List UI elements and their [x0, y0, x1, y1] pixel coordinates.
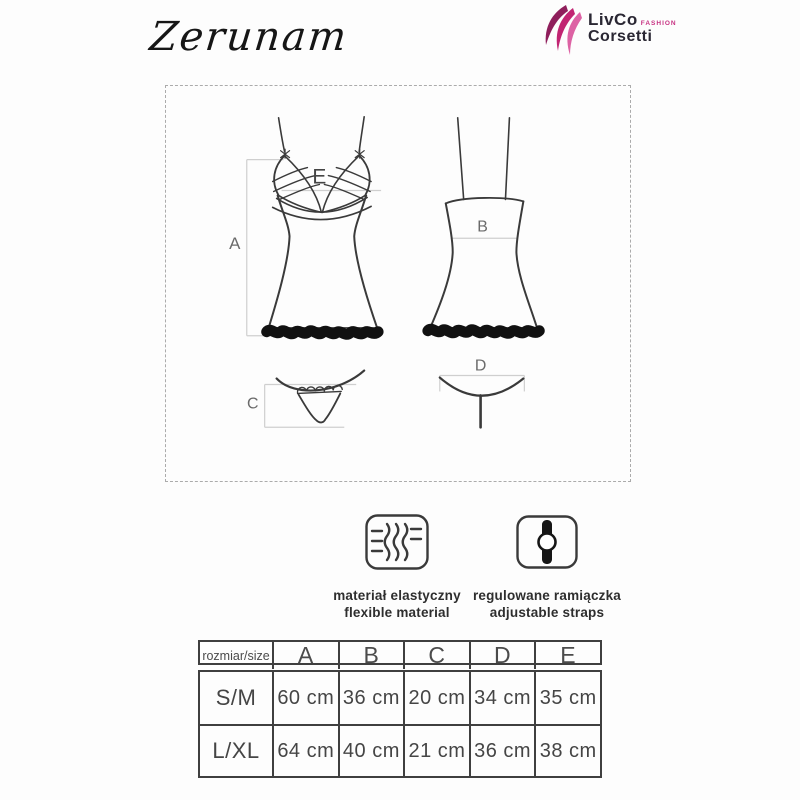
label-C: C [246, 395, 259, 413]
cell-lxl-a: 64 cm [272, 726, 338, 776]
label-B: B [477, 218, 488, 236]
cell-sm-e: 35 cm [534, 672, 600, 724]
size-table-header [198, 640, 602, 668]
cell-sm-c: 20 cm [403, 672, 469, 724]
row-label: S/M [215, 685, 257, 710]
size-table [198, 640, 602, 778]
size-table-body [198, 670, 602, 778]
cell-lxl-e: 38 cm [534, 726, 600, 776]
label-E: E [312, 165, 327, 189]
measurement-diagram-box [165, 85, 631, 482]
brand-name-fashion: FASHION [640, 20, 677, 27]
flexible-material-icon [364, 513, 430, 571]
feature-text-pl: materiał elastyczny [333, 588, 461, 603]
feature-caption [472, 587, 622, 621]
header-C: C [403, 642, 469, 669]
header-rozmiar-size: rozmiar/size [202, 648, 270, 663]
cell-lxl-d: 36 cm [469, 726, 535, 776]
header-B: B [338, 642, 404, 669]
cell-lxl-b: 40 cm [338, 726, 404, 776]
product-title: Zerunam [147, 14, 351, 60]
table-row-sm [200, 672, 600, 724]
brand-swoosh-icon [542, 5, 586, 57]
brand-name-livco: LivCo [588, 10, 638, 29]
measurement-labels [229, 218, 488, 412]
feature-caption [322, 587, 472, 621]
lace-hem-trim [267, 329, 540, 334]
cell-lxl-c: 21 cm [403, 726, 469, 776]
feature-text-en: flexible material [344, 605, 450, 620]
cell-sm-b: 36 cm [338, 672, 404, 724]
label-D: D [474, 357, 487, 375]
header-A: A [272, 642, 338, 669]
brand-name-corsetti: Corsetti [588, 28, 653, 45]
garment-outlines [269, 117, 538, 427]
table-row-lxl [200, 724, 600, 776]
feature-text-pl: regulowane ramiączka [472, 588, 622, 603]
header-E: E [534, 642, 600, 669]
label-A: A [229, 234, 241, 254]
garment-sketch [166, 86, 630, 481]
adjustable-straps-icon [515, 514, 579, 570]
feature-adjustable-straps [472, 513, 622, 621]
feature-flexible-material [322, 513, 472, 621]
header-D: D [469, 642, 535, 669]
row-label: L/XL [212, 738, 260, 763]
cell-sm-a: 60 cm [272, 672, 338, 724]
brand-logo [542, 5, 677, 57]
feature-text-en: adjustable straps [489, 605, 605, 620]
cell-sm-d: 34 cm [469, 672, 535, 724]
